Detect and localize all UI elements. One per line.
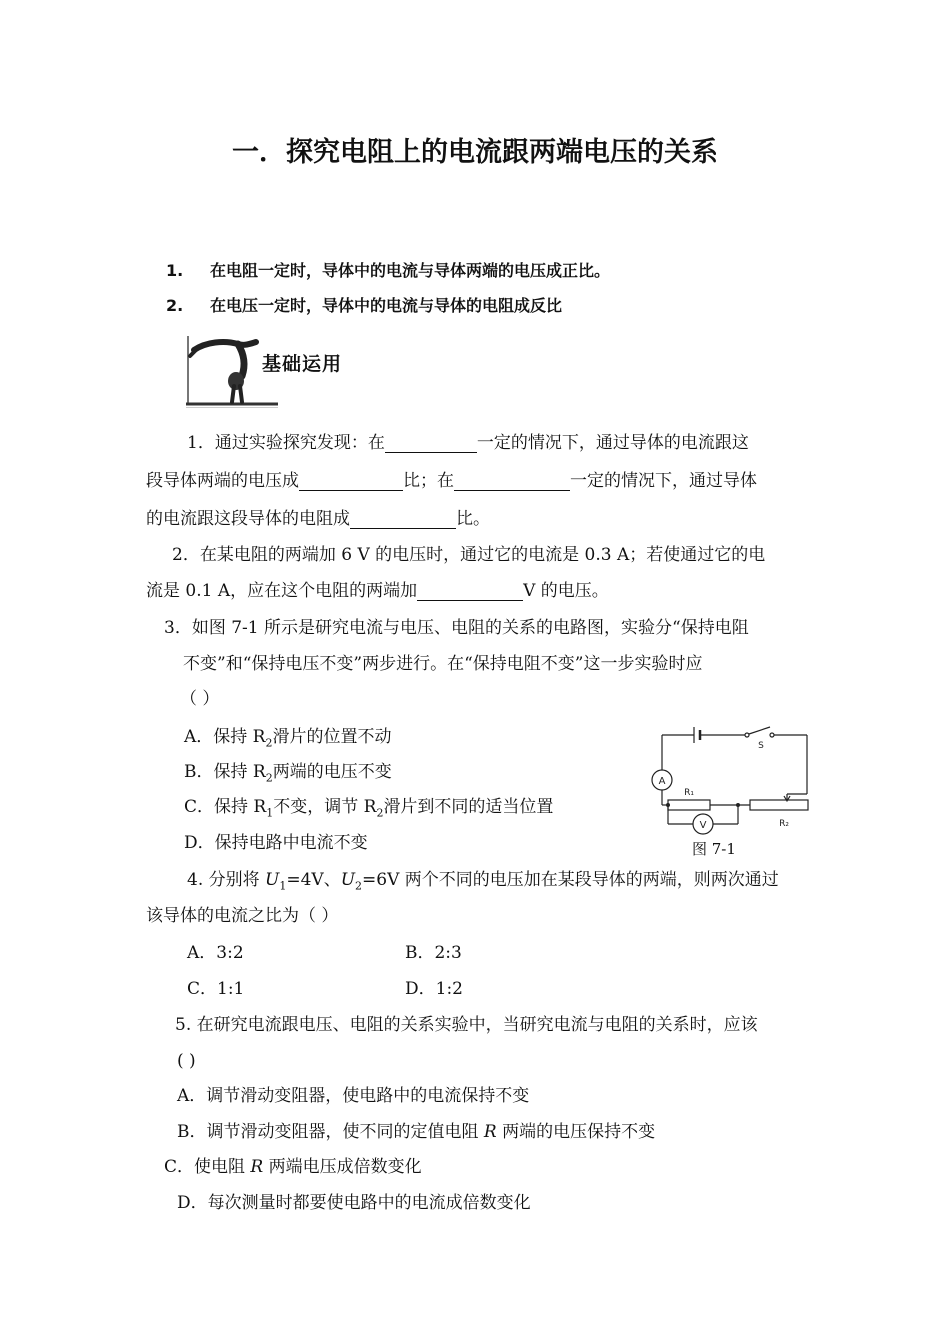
subscript: 2 [265, 736, 273, 750]
summary-num: 2. [166, 296, 184, 315]
q2-text: 流是 0.1 A，应在这个电阻的两端加 [146, 581, 418, 601]
q4-text: =6V 两个不同的电压加在某段导体的两端，则两次通过 [362, 870, 779, 890]
q4-option-b[interactable]: B．2:3 [405, 943, 462, 963]
q1-text: 1．通过实验探究发现：在 [187, 433, 385, 453]
q3-option-b[interactable] [184, 762, 392, 788]
option-text: B．保持 R [184, 762, 266, 782]
subscript: 2 [355, 879, 363, 893]
q2-line2 [146, 581, 609, 601]
q1-text: 的电流跟这段导体的电阻成 [146, 509, 350, 529]
answer-blank[interactable] [454, 472, 570, 491]
q4-option-d[interactable]: D．1:2 [405, 979, 463, 999]
q4-line2: 该导体的电流之比为（ ） [146, 906, 339, 926]
q5-option-c[interactable] [164, 1157, 422, 1177]
q3-line1: 3．如图 7-1 所示是研究电流与电压、电阻的关系的电路图，实验分“保持电阻 [164, 618, 749, 638]
answer-blank[interactable] [299, 472, 403, 491]
figure-caption: 图 7-1 [692, 840, 736, 858]
q1-text: 段导体两端的电压成 [146, 471, 299, 491]
q4-option-a[interactable]: A．3:2 [187, 943, 244, 963]
option-text: 两端的电压保持不变 [496, 1122, 656, 1142]
q4-text: 4. 分别将 [187, 870, 266, 890]
q1-line1 [187, 433, 749, 453]
page-title: 一．探究电阻上的电流跟两端电压的关系 [232, 137, 718, 168]
answer-blank[interactable] [417, 582, 523, 601]
option-text: 两端的电压不变 [272, 762, 392, 782]
subscript: 2 [376, 806, 384, 820]
q4-line1 [187, 870, 779, 896]
option-text: C．保持 R [184, 797, 267, 817]
answer-blank[interactable] [385, 434, 477, 453]
ammeter-label: A [658, 776, 666, 787]
q3-option-d[interactable]: D．保持电路中电流不变 [184, 833, 368, 853]
summary-item-2 [166, 293, 562, 316]
q1-text: 一定的情况下，通过导体的电流跟这 [476, 433, 749, 453]
r1-label: R₁ [684, 788, 694, 798]
option-text: 两端电压成倍数变化 [263, 1157, 422, 1177]
q1-text: 一定的情况下，通过导体 [570, 471, 757, 491]
q4-text: =4V、 [286, 870, 341, 890]
q1-line3 [146, 509, 490, 529]
option-text: 不变，调节 R [273, 797, 377, 817]
subscript: 1 [279, 879, 287, 893]
q5-option-a[interactable]: A．调节滑动变阻器，使电路中的电流保持不变 [177, 1086, 530, 1106]
variable: R [250, 1157, 264, 1177]
q4-option-c[interactable]: C．1:1 [187, 979, 245, 999]
voltmeter-label: V [699, 820, 707, 831]
option-text: 滑片的位置不动 [272, 727, 392, 747]
q2-text: V 的电压。 [523, 581, 609, 601]
summary-text: 在电阻一定时，导体中的电流与导体两端的电压成正比。 [210, 261, 611, 280]
q5-option-d[interactable]: D．每次测量时都要使电路中的电流成倍数变化 [177, 1193, 531, 1213]
q1-line2 [146, 471, 757, 491]
answer-blank[interactable] [350, 510, 456, 529]
q1-text: 比；在 [403, 471, 454, 491]
q5-answer-paren: ( ) [177, 1051, 196, 1071]
q5-line1: 5. 在研究电流跟电压、电阻的关系实验中，当研究电流与电阻的关系时，应该 [175, 1015, 758, 1035]
option-text: C．使电阻 [164, 1157, 251, 1177]
summary-item-1 [166, 258, 610, 281]
q2-line1: 2．在某电阻的两端加 6 V 的电压时，通过它的电流是 0.3 A；若使通过它的电 [172, 545, 766, 565]
q3-option-c[interactable] [184, 797, 553, 823]
summary-text: 在电压一定时，导体中的电流与导体的电阻成反比 [210, 296, 563, 315]
section-banner-label: 基础运用 [262, 353, 343, 375]
option-text: 滑片到不同的适当位置 [383, 797, 554, 817]
q3-option-a[interactable] [184, 727, 391, 753]
option-text: B．调节滑动变阻器，使不同的定值电阻 [177, 1122, 484, 1142]
variable: U [340, 870, 356, 890]
subscript: 1 [266, 806, 274, 820]
subscript: 2 [265, 771, 273, 785]
variable: U [265, 870, 280, 890]
q5-option-b[interactable] [177, 1122, 655, 1142]
circuit-diagram [650, 722, 815, 837]
q3-answer-paren: （ ） [180, 689, 220, 709]
q3-line2: 不变”和“保持电压不变”两步进行。在“保持电阻不变”这一步实验时应 [183, 654, 703, 674]
summary-num: 1. [166, 261, 184, 280]
r2-label: R₂ [779, 819, 789, 829]
variable: R [483, 1122, 497, 1142]
switch-label: S [758, 741, 764, 751]
option-text: A．保持 R [184, 727, 266, 747]
q1-text: 比。 [456, 509, 490, 529]
